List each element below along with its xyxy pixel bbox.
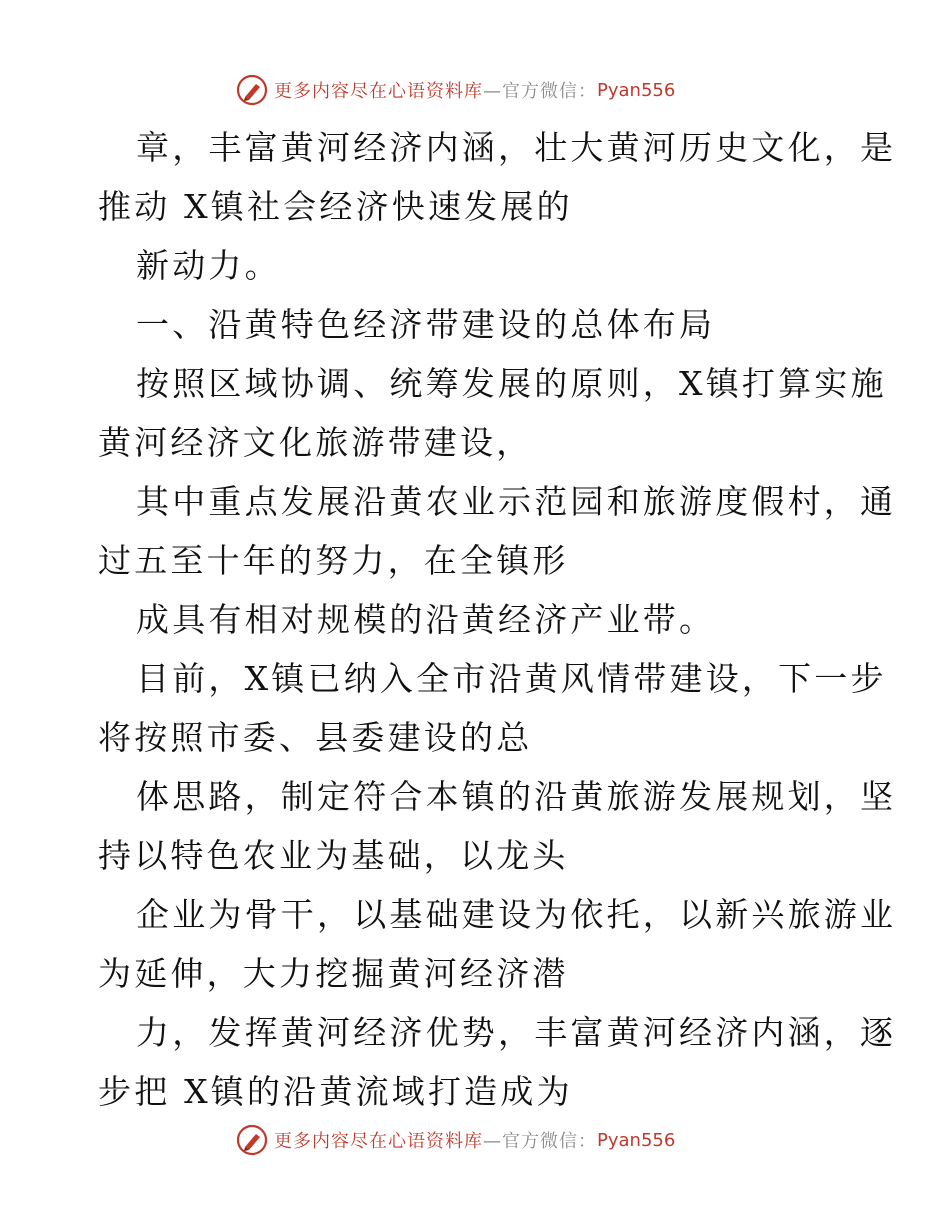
- watermark-wechat-id: Pyan556: [597, 79, 676, 101]
- section-heading: 一、沿黄特色经济带建设的总体布局: [136, 305, 716, 344]
- text-line: 步把 X镇的沿黄流域打造成为: [98, 1072, 573, 1111]
- text-line: 过五至十年的努力，在全镇形: [98, 541, 569, 580]
- text-line: 其中重点发展沿黄农业示范园和旅游度假村，通: [136, 482, 897, 521]
- text-line: 为延伸，大力挖掘黄河经济潜: [98, 954, 569, 993]
- watermark-brand: 更多内容尽在心语资料库: [274, 1131, 483, 1152]
- pen-logo-icon: [236, 74, 268, 106]
- header-watermark: [236, 72, 675, 108]
- text-line: 新动力。: [136, 246, 281, 285]
- text-line: 将按照市委、县委建设的总: [98, 718, 533, 757]
- text-line: 推动 X镇社会经济快速发展的: [98, 187, 573, 226]
- text-line: 目前，X镇已纳入全市沿黄风情带建设，下一步: [136, 659, 887, 698]
- text-line: 成具有相对规模的沿黄经济产业带。: [136, 600, 716, 639]
- watermark-brand: 更多内容尽在心语资料库: [274, 81, 483, 102]
- pen-logo-icon: [236, 1124, 268, 1156]
- watermark-separator: —官方微信：: [483, 1131, 597, 1152]
- text-line: 按照区域协调、统筹发展的原则，X镇打算实施: [136, 364, 887, 403]
- text-line: 力，发挥黄河经济优势，丰富黄河经济内涵，逐: [136, 1013, 897, 1052]
- text-line: 企业为骨干，以基础建设为依托，以新兴旅游业: [136, 895, 897, 934]
- watermark-separator: —官方微信：: [483, 81, 597, 102]
- text-line: 体思路，制定符合本镇的沿黄旅游发展规划，坚: [136, 777, 897, 816]
- text-line: 黄河经济文化旅游带建设，: [98, 423, 533, 462]
- footer-watermark: [236, 1122, 675, 1158]
- watermark-wechat-id: Pyan556: [597, 1129, 676, 1151]
- text-line: 持以特色农业为基础，以龙头: [98, 836, 569, 875]
- text-line: 章，丰富黄河经济内涵，壮大黄河历史文化，是: [136, 128, 897, 167]
